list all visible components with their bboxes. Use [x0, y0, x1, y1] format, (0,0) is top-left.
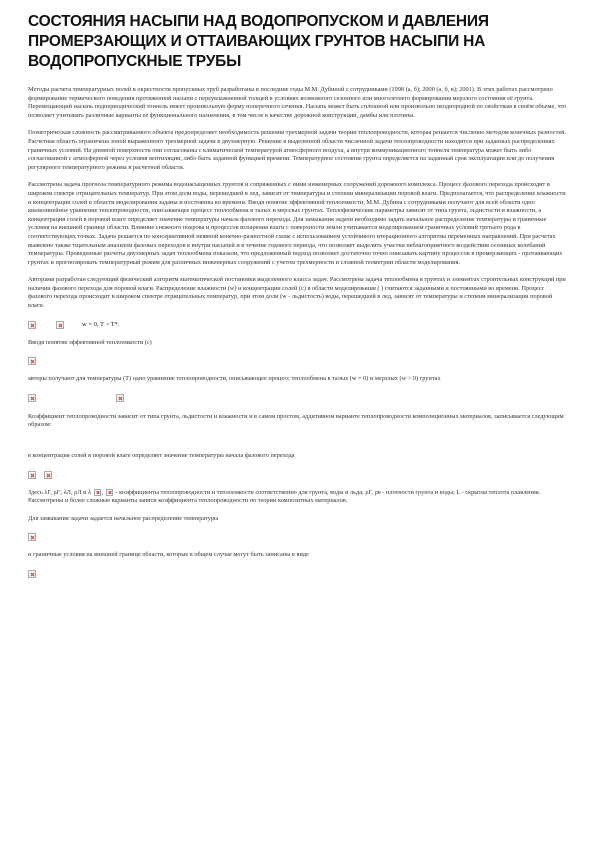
label-salt: в концентрация солей в поровой влаге определяет значение температуры начала фазового перехода: [28, 452, 295, 460]
label-effective-heat: Вводя понятие эффективной теплоемкости (с): [28, 338, 152, 346]
formula-row-1: [28, 319, 568, 331]
paragraph-4: Авторами разработан следующий физический алгоритм математической постановки выделенного класса задач. Рассмотрена задача теплообмена в грунтах и элементах строительных конструкций при наличии фазового перехода для поровой влаги. Распределение влажности (w) и концентрации солей (c) в области моделирования ( ) считаются заданными и постоянными во времени. Процесс фазового перехода происходит в широком спектре отрицательных температур, при этом доли (w - льдистость) воды, перешедшей в лед, зависят от температуры и степени минерализации поровой влаги.: [28, 276, 566, 310]
formula-row-4: [28, 469, 568, 481]
paragraph-1: Методы расчета температурных полей в окрестности пропускных труб разработаны в последние годы М.М. Дубиной с сотрудниками (1998 (а, б); 2000 (а, б, в); 2001). В этих работах рассмотрено формирование термического поведения протяженной насыпи с переувлажненной толщей в условиях возможного сезонного или многолетнего формирования мерзлого состояния её грунта. Перемещающий насыпь подпериодический тоннель имеет произвольную форму поперечного сечения. Насыпь может быть сплошной или произвольно неоднородной по свойствам в своём объеме, что позволяет учитывать различные варианты её функционального назначения, в том числе в качестве дорожной конструкции, дамбы или плотины.: [28, 86, 567, 119]
label-coefficient: Коэффициент теплопроводности зависит от типа грунта, льдистости и влажности и в самом простом, аддитивном варианте теплопроводности композиционных материалов, записывается следующим образом:: [28, 412, 564, 429]
broken-image-icon: [28, 321, 36, 329]
formula-row-5: [28, 531, 568, 543]
broken-image-icon: [94, 489, 101, 496]
formula-row-2: [28, 355, 568, 367]
formula-row-6: [28, 568, 568, 580]
paragraph-2: Геометрическая сложность рассматриваемого объекта предопределяет необходимость решения трехмерной задачи теории теплопроводности, которая решается численно методом конечных разностей. Расчетная область ограничена зоной выраженного трехмерной задачи в двухмерную. Решение в выделенной области численной задачи теплопроводности находится при заданных распределениях граничных условий. На дневной поверхности они согласованы с климатической температурой атмосферного воздуха, а внутри коммуникационного тоннеля температура может быть либо согласованной с атмосферной через условия вентиляции, либо быть заданной функцией времени. Температурное состояние грунта определяется на заданный срок эксплуатации или до получения регулярного температурного режима в расчетной области.: [28, 129, 567, 171]
formula-row-3: [28, 392, 568, 404]
label-authors: авторы получают для температуры (T) одно уравнение теплопроводности, описывающее процесс теплообмена в талых (w = 0) и мерзлых (w > 0) грунтах: [28, 375, 441, 383]
formula-text: w = 0, T > T*.: [82, 321, 120, 329]
broken-image-icon: [28, 357, 36, 365]
document-title: СОСТОЯНИЯ НАСЫПИ НАД ВОДОПРОПУСКОМ И ДАВЛЕНИЯ ПРОМЕРЗАЮЩИХ И ОТТАИВАЮЩИХ ГРУНТОВ НАСЫПИ НА ВОДОПРОПУСКНЫЕ ТРУБЫ: [28, 13, 489, 70]
label-initial: Для замыкания задачи задается начальное распределение температуры: [28, 514, 219, 522]
broken-image-icon: [28, 471, 36, 479]
broken-image-icon: [44, 471, 52, 479]
broken-image-icon: [28, 533, 36, 541]
broken-image-icon: [28, 570, 36, 578]
paragraph-3: Рассмотрена задача прогноза температурного режима водонасыщенных грунтов и сопряженных с ними инженерных сооружений дорожного комплекса. Процесс фазового перехода происходит в широком спектре отрицательных температур. При этом доли воды, перешедшей в лед, зависят от температуры и степени минерализации поровой влаги. Предполагается, что распределение влажности и концентрации солей в области моделирования заданы и постоянны во времени. Вводя понятие эффективной теплоемкости, М.М. Дубина с сотрудниками получают для всей области одно квазилинейное уравнение теплопроводности, описывающее процесс теплообмена в талых и мерзлых грунтах. Теплофизические параметры зависят от типа грунта, льдистости и влажности, а концентрация солей в поровой влаге определяет значение температуры начала фазового перехода. Для замыкания задачи необходимо задать начальное распределение температуры и граничные условия на внешней границе области. Влияние снежного покрова и процессов испарения влаги с поверхности земли учитывается моделированием граничных условий третьего рода в соответствующих точках. Задача решается по консервативной неявной конечно-разностной схеме с использованием устойчивого итерационного алгоритма переменных направлений. При расчетах выявлено также тщательным анализом фазовых переходов в внутри насыпей и в течение годового периода, что позволяет выделить участки неблагоприятного воздействия сезонных колебаний температуры. Проведенные расчеты двухмерных задач теплообмена показали, что предложенный подход позволяет достаточно точно описывать картину процессов в промерзающих - протаивающих грунтах и прогнозировать температурный режим для различных инженерных сооружений с учетом трехмерности и сложной геометрии области моделирования.: [28, 181, 566, 266]
document-page: [28, 12, 568, 588]
label-where: Здесь λГ, ρГ; λЛ, ρЛ и λ , - коэффициенты теплопроводности и теплоемкости соответственно для грунта, воды и льда; ρГ, ρв - плотности грунта и воды; L - скрытая теплота плавления. Рассмотрены и более сложные варианты записи коэффициента теплопроводности по теории композитных материалов.: [28, 488, 541, 505]
label-boundary: и граничные условия на внешней границе области, которые в общем случае могут быть записаны в виде: [28, 551, 309, 559]
broken-image-icon: [56, 321, 64, 329]
broken-image-icon: [28, 394, 36, 402]
broken-image-icon: [116, 394, 124, 402]
broken-image-icon: [106, 489, 113, 496]
